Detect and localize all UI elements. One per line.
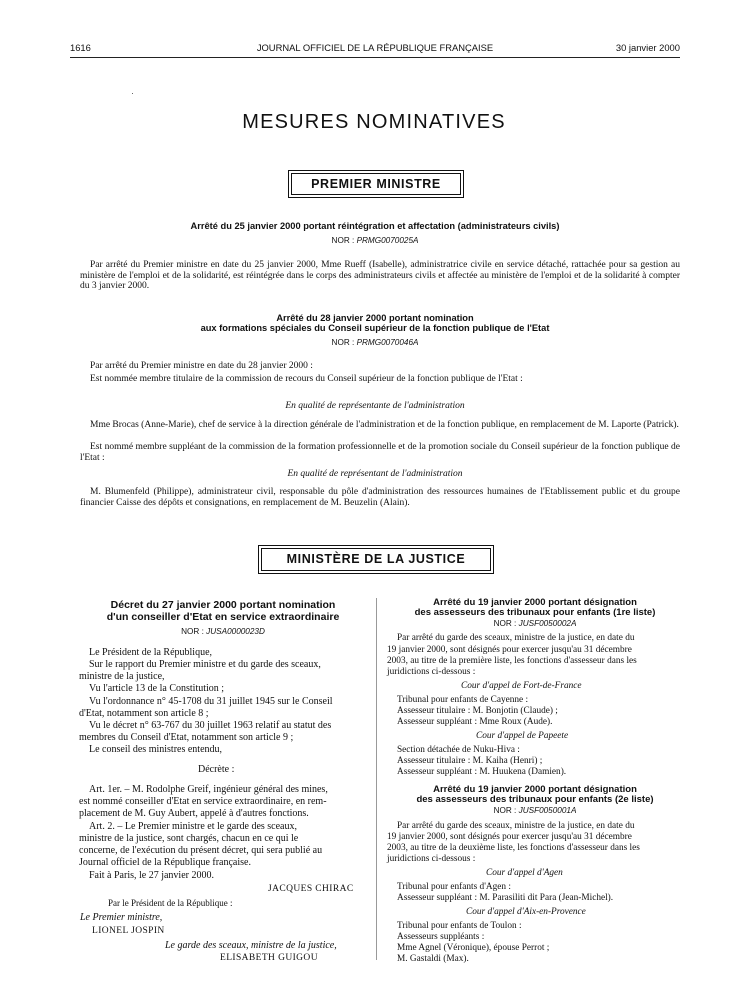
arrete2-title-line1: Arrêté du 28 janvier 2000 portant nomination xyxy=(276,313,474,323)
arrete-liste2-title xyxy=(385,785,685,805)
arrete-liste1-line: Section détachée de Nuku-Hiva : xyxy=(397,745,520,755)
arrete-liste1-cour-fort-de-france: Cour d'appel de Fort-de-France xyxy=(461,681,582,691)
arrete-liste2-line: Par arrêté du garde des sceaux, ministre de la justice, en date du xyxy=(397,821,635,831)
nor-label: NOR : xyxy=(493,619,517,628)
arrete2-p2: Est nommée membre titulaire de la commission de recours du Conseil supérieur de la fonction publique de l'Etat : xyxy=(90,374,523,384)
decret-article-1: Art. 1er. – M. Rodolphe Greif, ingénieur général des mines, xyxy=(89,784,328,795)
decret-line: ministre de la justice, xyxy=(79,671,165,682)
arrete1-nor xyxy=(70,236,680,245)
nor-code: JUSF0050001A xyxy=(518,806,577,815)
nor-code: JUSA0000023D xyxy=(206,627,265,636)
decret-line: est nommé conseiller d'Etat en service extraordinaire, en rem- xyxy=(79,796,327,807)
decret-line: concerne, de l'exécution du présent décret, qui sera publié au xyxy=(79,845,323,856)
decret-decrete: Décrète : xyxy=(198,764,235,775)
issue-date: 30 janvier 2000 xyxy=(615,42,680,53)
decret-line: Sur le rapport du Premier ministre et du garde des sceaux, xyxy=(89,659,321,670)
arrete-liste2-line: Assesseur suppléant : M. Parasiliti dit Para (Jean-Michel). xyxy=(397,893,614,903)
arrete-liste1-line: Assesseur titulaire : M. Kaiha (Henri) ; xyxy=(397,756,543,766)
arrete2-p4: Est nommé membre suppléant de la commission de la formation professionnelle et de la promotion sociale du Conseil supérieur de la fonction publique de l'Etat : xyxy=(80,442,680,463)
arrete-liste1-cour-papeete: Cour d'appel de Papeete xyxy=(476,731,569,741)
decret-article-2: Art. 2. – Le Premier ministre et le garde des sceaux, xyxy=(89,821,297,832)
arrete-liste2-cour-aix: Cour d'appel d'Aix-en-Provence xyxy=(466,907,586,917)
decret-par-le-president: Par le Président de la République : xyxy=(108,898,233,908)
nor-label: NOR : xyxy=(331,236,355,245)
section-heading-label: PREMIER MINISTRE xyxy=(291,173,461,195)
decret-title-line2: d'un conseiller d'Etat en service extraordinaire xyxy=(106,610,340,623)
arrete-liste2-line: M. Gastaldi (Max). xyxy=(397,954,469,964)
nor-label: NOR : xyxy=(181,627,204,636)
signature-president: JACQUES CHIRAC xyxy=(268,884,354,894)
arrete-liste2-line: Tribunal pour enfants d'Agen : xyxy=(397,882,511,892)
arrete2-nor xyxy=(70,338,680,347)
arrete2-p1: Par arrêté du Premier ministre en date du 28 janvier 2000 : xyxy=(90,361,313,371)
arrete-liste1-line: 2003, au titre de la première liste, les fonctions d'assesseur dans les xyxy=(387,656,637,666)
arrete-liste1-title-line1: Arrêté du 19 janvier 2000 portant désignation xyxy=(433,597,637,608)
arrete-liste2-line: 19 janvier 2000, sont désignés pour exercer jusqu'au 31 décembre xyxy=(387,832,632,842)
arrete1-title: Arrêté du 25 janvier 2000 portant réintégration et affectation (administrateurs civils) xyxy=(190,221,560,231)
page-title: MESURES NOMINATIVES xyxy=(242,111,506,133)
page-header xyxy=(70,42,680,56)
decret-premier-ministre-label: Le Premier ministre, xyxy=(80,912,163,923)
decret-line: Le Président de la République, xyxy=(89,647,213,658)
arrete2-p5: M. Blumenfeld (Philippe), administrateur civil, responsable du pôle d'administration des ressources humaines de l'Etablissement public et du groupe financier Caisse des dépôts et consignations, en remplacement de M. Beuzelin (Alain). xyxy=(80,487,680,508)
arrete-liste2-nor xyxy=(385,806,685,815)
arrete-liste2-line: Mme Agnel (Véronique), épouse Perrot ; xyxy=(397,943,550,953)
journal-title: JOURNAL OFFICIEL DE LA RÉPUBLIQUE FRANÇAISE xyxy=(256,42,494,53)
arrete-liste2-line: Assesseurs suppléants : xyxy=(397,932,485,942)
arrete-liste1-line: Assesseur titulaire : M. Bonjotin (Claude) ; xyxy=(397,706,558,716)
decret-fait: Fait à Paris, le 27 janvier 2000. xyxy=(89,870,214,881)
arrete-liste2-line: Tribunal pour enfants de Toulon : xyxy=(397,921,522,931)
decret-line: ministre de la justice, sont chargés, chacun en ce qui le xyxy=(79,833,299,844)
speck xyxy=(132,93,133,94)
arrete2-italic-heading-2: En qualité de représentant de l'administration xyxy=(287,469,463,479)
decret-nor xyxy=(78,627,368,636)
arrete-liste2-title-line1: Arrêté du 19 janvier 2000 portant désignation xyxy=(433,784,637,795)
signature-garde-des-sceaux: ELISABETH GUIGOU xyxy=(220,953,318,963)
decret-line: Vu le décret n° 63-767 du 30 juillet 1963 relatif au statut des xyxy=(89,720,332,731)
section-heading-label: MINISTÈRE DE LA JUSTICE xyxy=(261,548,491,571)
decret-garde-des-sceaux-label: Le garde des sceaux, ministre de la justice, xyxy=(165,940,337,951)
arrete-liste1-title xyxy=(385,598,685,618)
nor-code: JUSF0050002A xyxy=(518,619,577,628)
decret-line: Vu l'article 13 de la Constitution ; xyxy=(89,683,225,694)
section-heading-premier-ministre xyxy=(288,170,464,198)
arrete-liste1-line: Tribunal pour enfants de Cayenne : xyxy=(397,695,529,705)
decret-line: Vu l'ordonnance n° 45-1708 du 31 juillet 1945 sur le Conseil xyxy=(89,696,333,707)
arrete-liste1-line: Assesseur suppléant : Mme Roux (Aude). xyxy=(397,717,553,727)
arrete-liste1-line: Par arrêté du garde des sceaux, ministre de la justice, en date du xyxy=(397,633,635,643)
arrete1-body: Par arrêté du Premier ministre en date du 25 janvier 2000, Mme Rueff (Isabelle), administratrice civile en service détaché, rattachée pour sa gestion au ministère de l'emploi et de la solidarité, est réintégrée dans le corps des administrateurs civils et affectée au ministère de l'emploi et de la solidarité à compter du 3 janvier 2000. xyxy=(80,260,680,292)
arrete-liste1-nor xyxy=(385,619,685,628)
column-divider xyxy=(376,598,377,960)
decret-line: d'Etat, notamment son article 8 ; xyxy=(79,708,209,719)
arrete2-p3: Mme Brocas (Anne-Marie), chef de service à la direction générale de l'administration et de la fonction publique, en remplacement de M. Laporte (Patrick). xyxy=(90,420,679,430)
arrete-liste2-line: 2003, au titre de la deuxième liste, les fonctions d'assesseur dans les xyxy=(387,843,640,853)
nor-label: NOR : xyxy=(331,338,355,347)
header-rule xyxy=(70,57,680,58)
nor-code: PRMG0070025A xyxy=(356,236,419,245)
arrete-liste1-line: 19 janvier 2000, sont désignés pour exercer jusqu'au 31 décembre xyxy=(387,645,632,655)
page-number: 1616 xyxy=(70,42,91,53)
arrete-liste1-title-line2: des assesseurs des tribunaux pour enfants (1re liste) xyxy=(414,607,656,618)
decret-line: Le conseil des ministres entendu, xyxy=(89,744,223,755)
nor-code: PRMG0070046A xyxy=(356,338,419,347)
decret-title-line1: Décret du 27 janvier 2000 portant nomination xyxy=(110,599,336,611)
arrete-liste1-line: juridictions ci-dessous : xyxy=(387,667,476,677)
arrete-liste2-cour-agen: Cour d'appel d'Agen xyxy=(486,868,563,878)
decret-line: placement de M. Guy Aubert, appelé à d'autres fonctions. xyxy=(79,808,309,819)
arrete-liste2-line: juridictions ci-dessous : xyxy=(387,854,476,864)
arrete-liste2-title-line2: des assesseurs des tribunaux pour enfants (2e liste) xyxy=(416,794,654,805)
nor-label: NOR : xyxy=(493,806,517,815)
signature-premier-ministre: LIONEL JOSPIN xyxy=(92,926,165,936)
decret-title xyxy=(78,600,368,623)
section-heading-ministere-justice xyxy=(258,545,494,574)
decret-line: Journal officiel de la République française. xyxy=(79,857,251,868)
arrete-liste1-line: Assesseur suppléant : M. Huukena (Damien). xyxy=(397,767,567,777)
arrete2-title-line2: aux formations spéciales du Conseil supérieur de la fonction publique de l'Etat xyxy=(200,323,550,333)
decret-line: membres du Conseil d'Etat, notamment son article 9 ; xyxy=(79,732,294,743)
arrete2-italic-heading-1: En qualité de représentante de l'administration xyxy=(285,401,465,411)
